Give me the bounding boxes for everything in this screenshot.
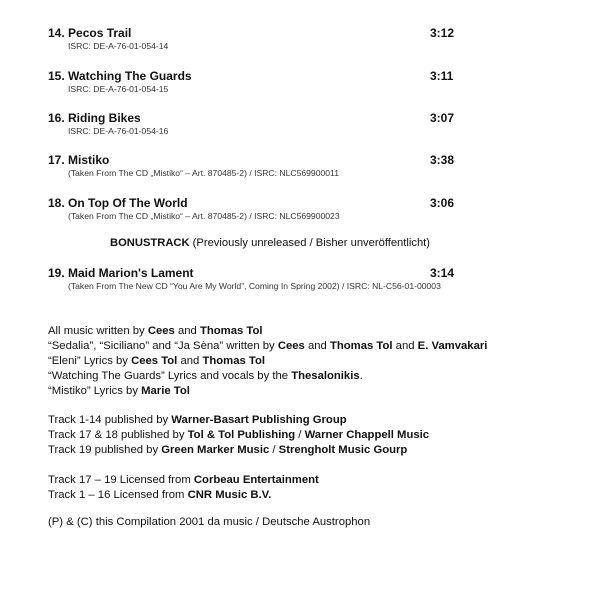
bonus-label: BONUSTRACK — [110, 237, 190, 249]
credit-line — [48, 515, 370, 530]
track-title: 18. On Top Of The World — [48, 196, 188, 210]
bonus-heading — [110, 237, 430, 249]
credit-text: All music written by — [48, 325, 148, 337]
credit-name: E. Vamvakari — [417, 340, 488, 352]
track-time: 3:06 — [430, 196, 455, 210]
writing-credits — [48, 324, 487, 399]
credit-text: and — [392, 340, 418, 352]
track-info: (Taken From The New CD “You Are My World”, Coming In Spring 2002) / ISRC: NL-C56-01-00003 — [68, 281, 441, 291]
credit-text: Track 17 & 18 published by — [48, 429, 188, 441]
credit-text: “Sedalia”, “Siciliano” and “Ja Sèna” written by — [48, 340, 278, 352]
credit-text: “Mistiko” Lyrics by — [48, 385, 142, 397]
credit-line — [48, 488, 319, 503]
track-19 — [48, 266, 468, 292]
track-info: ISRC: DE-A-76-01-054-15 — [68, 84, 169, 94]
credit-line — [48, 324, 487, 339]
bonus-note: (Previously unreleased / Bisher unveröffentlicht) — [192, 237, 431, 249]
track-title: 17. Mistiko — [48, 153, 110, 167]
credit-name: Thomas Tol — [329, 340, 393, 352]
track-14 — [48, 26, 468, 52]
track-title: 19. Maid Marion's Lament — [48, 266, 194, 280]
credit-text: Track 17 – 19 Licensed from — [48, 474, 194, 486]
credit-text: “Watching The Guards” Lyrics and vocals by the — [48, 370, 292, 382]
credit-line — [48, 354, 487, 369]
credit-line — [48, 473, 319, 488]
credit-text: Track 19 published by — [48, 444, 162, 456]
credit-name: Marie Tol — [141, 385, 190, 397]
credit-name: CNR Music B.V. — [187, 489, 272, 501]
credit-text: Track 1-14 published by — [48, 414, 172, 426]
track-16 — [48, 111, 468, 137]
credit-line — [48, 339, 487, 354]
credit-text: (P) & (C) this Compilation 2001 da music / Deutsche Austrophon — [48, 516, 371, 528]
credit-name: Cees Tol — [131, 355, 178, 367]
credit-text: Track 1 – 16 Licensed from — [48, 489, 188, 501]
track-time: 3:38 — [430, 153, 455, 167]
credit-text: “Eleni” Lyrics by — [48, 355, 132, 367]
credit-line — [48, 443, 429, 458]
credit-text: and — [304, 340, 330, 352]
track-15 — [48, 69, 468, 95]
track-time: 3:14 — [430, 266, 455, 280]
publishing-credits — [48, 413, 429, 458]
credit-line — [48, 384, 487, 399]
track-info: (Taken From The CD „Mistiko“ – Art. 870485-2) / ISRC: NLC569900011 — [68, 168, 339, 178]
credit-line — [48, 428, 429, 443]
track-title: 14. Pecos Trail — [48, 26, 132, 40]
track-info: ISRC: DE-A-76-01-054-16 — [68, 126, 169, 136]
credit-text: / — [295, 429, 305, 441]
credit-name: Green Marker Music — [161, 444, 270, 456]
credit-name: Thomas Tol — [202, 355, 266, 367]
credit-name: Warner Chappell Music — [304, 429, 430, 441]
track-18 — [48, 196, 468, 222]
copyright-notice — [48, 515, 370, 530]
credit-text: / — [269, 444, 279, 456]
track-title: 15. Watching The Guards — [48, 69, 192, 83]
credit-line — [48, 413, 429, 428]
track-time: 3:07 — [430, 111, 455, 125]
credit-text: and — [174, 325, 200, 337]
credit-name: Corbeau Entertainment — [193, 474, 319, 486]
track-time: 3:12 — [430, 26, 455, 40]
credit-name: Cees — [147, 325, 175, 337]
credit-name: Strengholt Music Gourp — [278, 444, 408, 456]
credit-text: and — [177, 355, 203, 367]
credit-name: Tol & Tol Publishing — [187, 429, 296, 441]
track-info: ISRC: DE-A-76-01-054-14 — [68, 41, 169, 51]
credit-name: Thesalonikis — [291, 370, 360, 382]
credit-name: Thomas Tol — [199, 325, 263, 337]
track-info: (Taken From The CD „Mistiko“ – Art. 870485-2) / ISRC: NLC569900023 — [68, 211, 340, 221]
licensing-credits — [48, 473, 319, 503]
credit-line — [48, 369, 487, 384]
track-title: 16. Riding Bikes — [48, 111, 141, 125]
credit-text: . — [359, 370, 363, 382]
credit-name: Cees — [277, 340, 305, 352]
credit-name: Warner-Basart Publishing Group — [171, 414, 347, 426]
track-time: 3:11 — [430, 69, 454, 83]
track-17 — [48, 153, 468, 179]
